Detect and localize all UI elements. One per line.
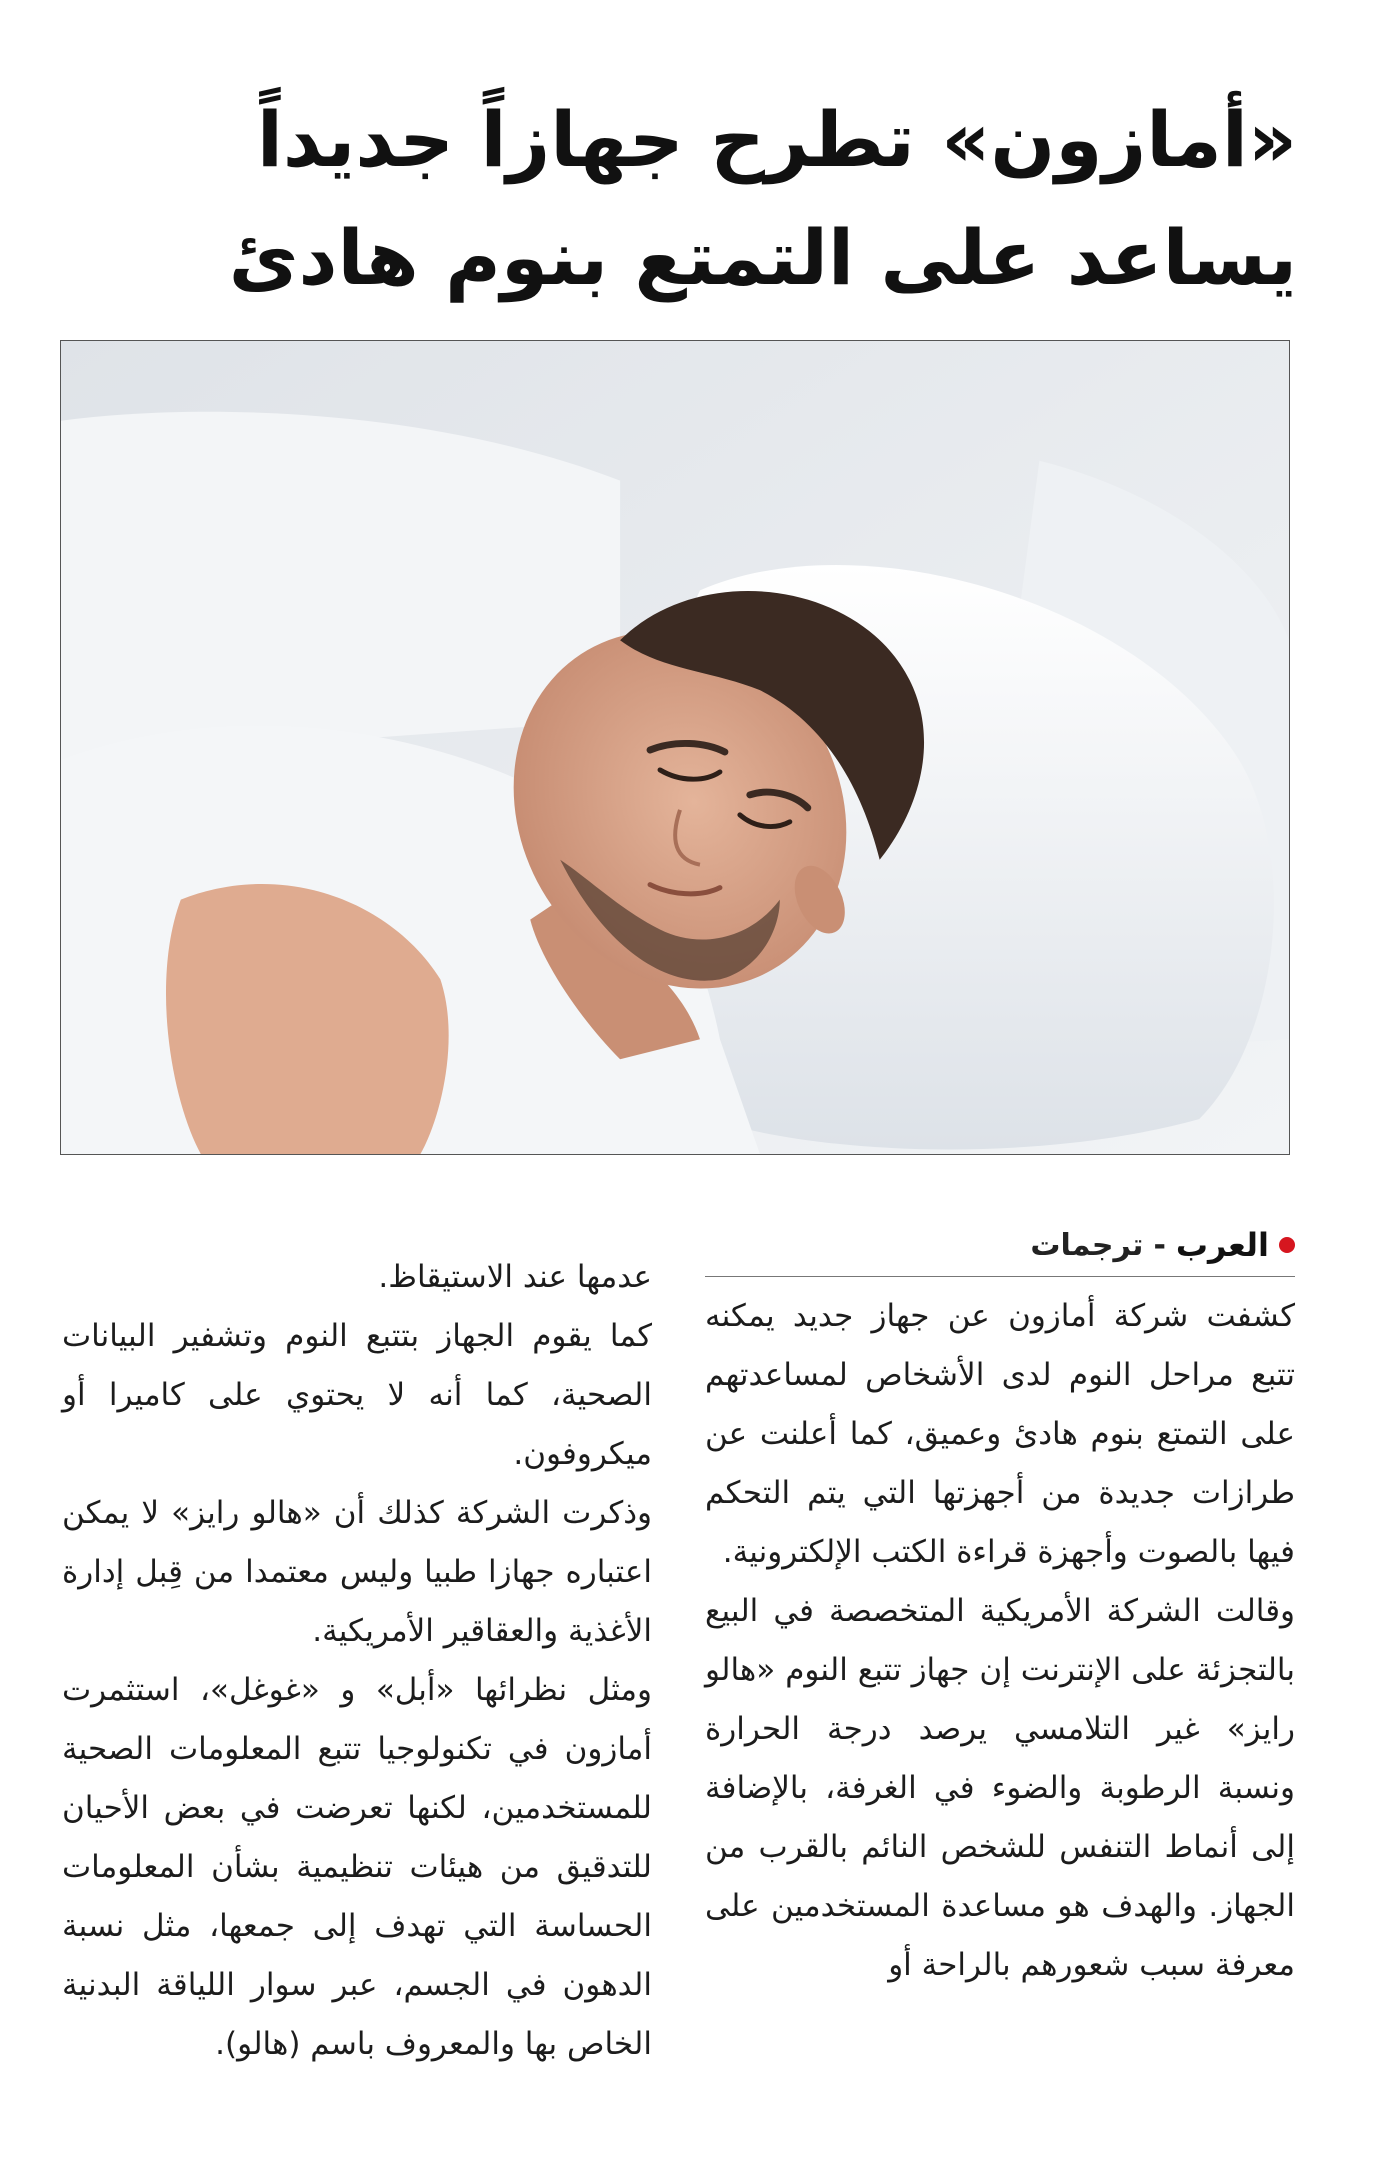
red-dot-icon bbox=[1279, 1237, 1295, 1253]
headline-line-2: يساعد على التمتع بنوم هادئ bbox=[228, 213, 1297, 303]
paragraph: عدمها عند الاستيقاظ. bbox=[378, 1259, 652, 1295]
article-headline bbox=[60, 81, 1297, 317]
newspaper-brand: العرب bbox=[1175, 1225, 1269, 1264]
paragraph: كشفت شركة أمازون عن جهاز جديد يمكنه تتبع مراحل النوم لدى الأشخاص لمساعدتهم على التمتع بنوم هادئ وعميق، كما أعلنت عن طرازات جديدة من أجهزتها التي يتم التحكم فيها بالصوت وأجهزة قراءة الكتب الإلكترونية. bbox=[705, 1298, 1295, 1570]
byline-section: ترجمات bbox=[1030, 1227, 1144, 1263]
article-photo bbox=[60, 340, 1290, 1155]
headline-line-1: «أمازون» تطرح جهازاً جديداً bbox=[256, 95, 1297, 185]
byline-separator: - bbox=[1153, 1227, 1166, 1263]
article-column-left bbox=[62, 1248, 652, 2074]
paragraph: كما يقوم الجهاز بتتبع النوم وتشفير البيانات الصحية، كما أنه لا يحتوي على كاميرا أو ميكروفون. bbox=[62, 1318, 652, 1472]
paragraph: ومثل نظرائها «أبل» و «غوغل»، استثمرت أمازون في تكنولوجيا تتبع المعلومات الصحية للمستخدمين، لكنها تعرضت في بعض الأحيان للتدقيق من هيئات تنظيمية بشأن المعلومات الحساسة التي تهدف إلى جمعها، مثل نسبة الدهون في الجسم، عبر سوار اللياقة البدنية الخاص بها والمعروف باسم (هالو). bbox=[62, 1672, 652, 2062]
article-byline bbox=[705, 1220, 1295, 1277]
article-column-right bbox=[705, 1220, 1295, 1995]
paragraph: وذكرت الشركة كذلك أن «هالو رايز» لا يمكن اعتباره جهازا طبيا وليس معتمدا من قِبل إدارة الأغذية والعقاقير الأمريكية. bbox=[62, 1495, 652, 1649]
paragraph: وقالت الشركة الأمريكية المتخصصة في البيع بالتجزئة على الإنترنت إن جهاز تتبع النوم «هالو رايز» غير التلامسي يرصد درجة الحرارة ونسبة الرطوبة والضوء في الغرفة، بالإضافة إلى أنماط التنفس للشخص النائم بالقرب من الجهاز. والهدف هو مساعدة المستخدمين على معرفة سبب شعورهم بالراحة أو bbox=[705, 1593, 1295, 1983]
sleeping-man-image bbox=[61, 341, 1289, 1154]
